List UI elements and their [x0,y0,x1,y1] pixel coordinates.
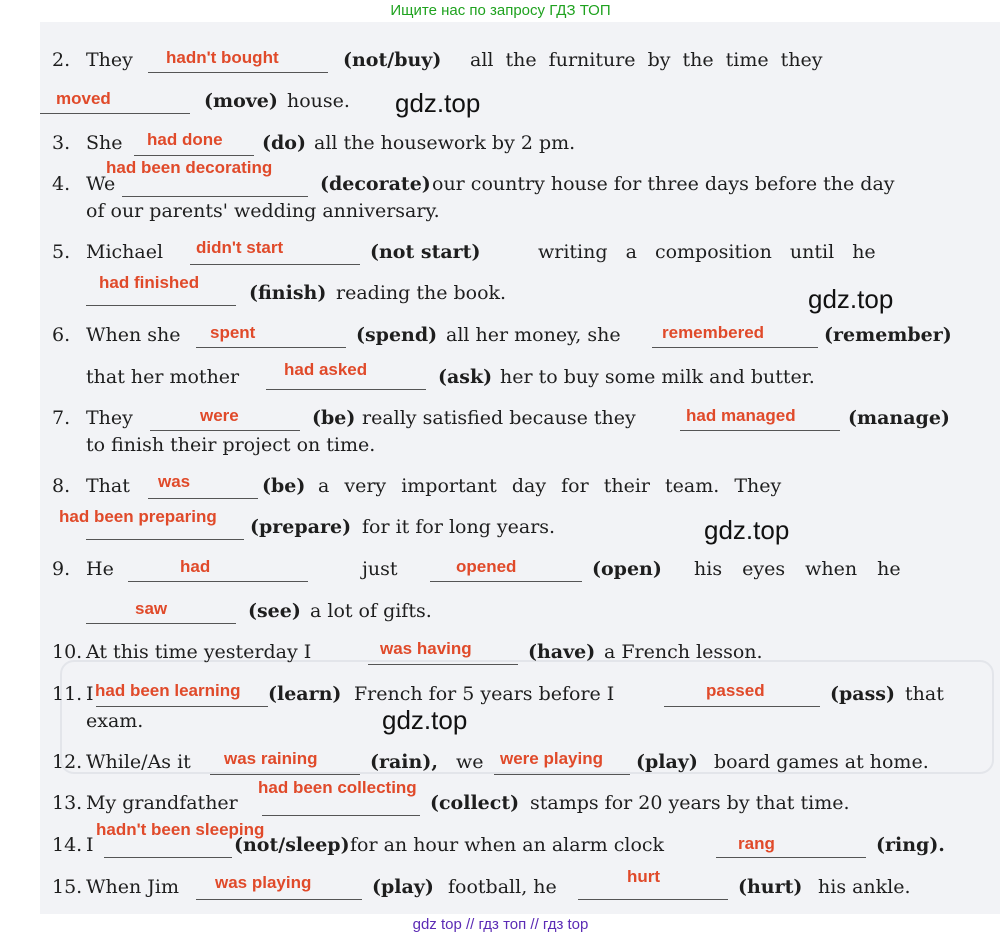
watermark: gdz.top [395,88,481,118]
text: While/As it [86,751,191,773]
exercise-11 [0,679,1001,709]
blank-line [104,857,232,858]
blank-line [134,155,254,156]
exercise-4-cont [0,196,1001,226]
answer: had finished [99,273,200,292]
answer: were playing [500,749,603,768]
answer: moved [56,89,111,108]
exercise-number: 10. [52,641,83,663]
answer: hadn't been sleeping [96,820,265,839]
text: We [86,173,116,195]
verb-hint: (move) [204,90,278,112]
exercise-number: 14. [52,834,83,856]
text: that her mother [86,366,240,388]
answer: was having [380,639,472,658]
text: really satisfied because they [362,407,636,429]
exercise-number: 4. [52,173,71,195]
blank-line [148,498,258,499]
blank-line [652,347,818,348]
verb-hint: (decorate) [320,173,431,195]
text: for it for long years. [362,516,556,538]
blank-line [128,581,308,582]
text: to finish their project on time. [86,434,376,456]
blank-line [494,774,630,775]
verb-hint: (play) [636,751,698,773]
text: football, he [448,876,557,898]
text: They [86,49,133,71]
verb-hint: (ring). [876,834,945,856]
verb-hint: (open) [592,558,662,580]
verb-hint: (not/sleep) [234,834,350,856]
exercise-6 [0,320,1001,350]
verb-hint: (not start) [370,241,481,263]
footer-banner[interactable]: gdz top // гдз топ // гдз top [412,916,589,933]
verb-hint: (remember) [824,324,952,346]
exercise-9 [0,554,1001,584]
verb-hint: (be) [262,475,306,497]
verb-hint: (prepare) [250,516,352,538]
text: his eyes when he [694,558,901,580]
answer: didn't start [196,238,284,257]
text: all the housework by 2 pm. [314,132,576,154]
exercise-2-cont [0,86,1001,116]
exercise-8 [0,471,1001,501]
verb-hint: (hurt) [738,876,803,898]
verb-hint: (be) [312,407,356,429]
text: When she [86,324,181,346]
answer: remembered [662,323,765,342]
text: exam. [86,710,144,732]
exercise-number: 7. [52,407,71,429]
text: a French lesson. [604,641,763,663]
answer: hadn't bought [166,48,279,67]
text: just [362,558,398,580]
text: reading the book. [336,282,507,304]
blank-line [716,857,866,858]
text: house. [287,90,350,112]
exercise-7-cont [0,430,1001,460]
exercise-15 [0,867,1001,902]
answer: had managed [686,406,796,425]
blank-line [190,264,360,265]
answer: had [180,557,211,576]
exercise-number: 6. [52,324,71,346]
text: At this time yesterday I [86,641,312,663]
text: we [456,751,484,773]
text: My grandfather [86,792,238,814]
text: I [86,683,94,705]
verb-hint: (rain), [370,751,438,773]
verb-hint: (not/buy) [343,49,442,71]
exercise-8-cont [0,507,1001,542]
exercise-2 [0,45,1001,75]
text: of our parents' wedding anniversary. [86,200,440,222]
blank-line [86,623,236,624]
text: When Jim [86,876,179,898]
verb-hint: (finish) [249,282,327,304]
answer: spent [210,323,256,342]
answer: had been collecting [258,778,417,797]
blank-line [196,347,346,348]
text: all the furniture by the time they [470,49,823,71]
blank-line [148,72,328,73]
verb-hint: (do) [262,132,306,154]
exercise-4 [0,158,1001,199]
blank-line [40,113,190,114]
text: her to buy some milk and butter. [500,366,815,388]
answer: were [200,406,239,425]
exercise-5 [0,237,1001,267]
blank-line [86,305,236,306]
verb-hint: (manage) [848,407,950,429]
exercise-6-cont [0,362,1001,392]
exercise-number: 11. [52,683,83,705]
text: our country house for three days before the day [432,173,895,195]
exercise-9-cont [0,596,1001,626]
answer: had been preparing [59,507,217,526]
answer: rang [738,834,775,853]
text: They [86,407,133,429]
exercise-number: 5. [52,241,71,263]
blank-line [578,899,728,900]
verb-hint: (pass) [830,683,895,705]
blank-line [266,389,426,390]
exercise-11-cont [0,706,1001,736]
answer: had done [147,130,223,149]
verb-hint: (ask) [438,366,493,388]
blank-line [196,899,362,900]
exercise-number: 15. [52,876,83,898]
exercise-3 [0,128,1001,158]
text: a lot of gifts. [310,600,432,622]
text: She [86,132,123,154]
verb-hint: (collect) [430,792,520,814]
answer: had been decorating [106,158,273,177]
verb-hint: (have) [528,641,596,663]
verb-hint: (spend) [356,324,438,346]
answer: was playing [215,873,312,892]
exercise-10 [0,637,1001,667]
answer: had asked [284,360,368,379]
header-banner[interactable]: Ищите нас по запросу ГДЗ ТОП [390,2,611,19]
exercise-number: 2. [52,49,71,71]
verb-hint: (learn) [268,683,342,705]
verb-hint: (see) [248,600,301,622]
exercise-number: 9. [52,558,71,580]
blank-line [262,815,420,816]
blank-line [86,539,244,540]
text: writing a composition until he [538,241,876,263]
blank-line [430,581,582,582]
text: French for 5 years before I [354,683,615,705]
exercise-number: 3. [52,132,71,154]
blank-line [368,664,518,665]
blank-line [210,774,360,775]
watermark: gdz.top [808,284,894,314]
text: his ankle. [818,876,911,898]
answer: was raining [224,749,318,768]
text: that [905,683,944,705]
exercise-13 [0,778,1001,818]
text: Michael [86,241,164,263]
text: board games at home. [714,751,929,773]
exercise-number: 13. [52,792,83,814]
exercise-number: 12. [52,751,83,773]
watermark: gdz.top [382,705,468,735]
watermark: gdz.top [704,515,790,545]
exercise-7 [0,403,1001,433]
text: a very important day for their team. They [318,475,782,497]
exercise-14 [0,820,1001,860]
verb-hint: (play) [372,876,434,898]
answer: opened [456,557,517,576]
text: for an hour when an alarm clock [350,834,665,856]
answer: saw [135,599,168,618]
answer: passed [706,681,765,700]
text: stamps for 20 years by that time. [530,792,850,814]
text: all her money, she [446,324,621,346]
answer: was [158,472,191,491]
answer: had been learning [95,681,241,700]
text: I [86,834,94,856]
exercise-12 [0,747,1001,777]
text: He [86,558,114,580]
text: That [86,475,130,497]
exercise-number: 8. [52,475,71,497]
answer: hurt [627,867,661,886]
